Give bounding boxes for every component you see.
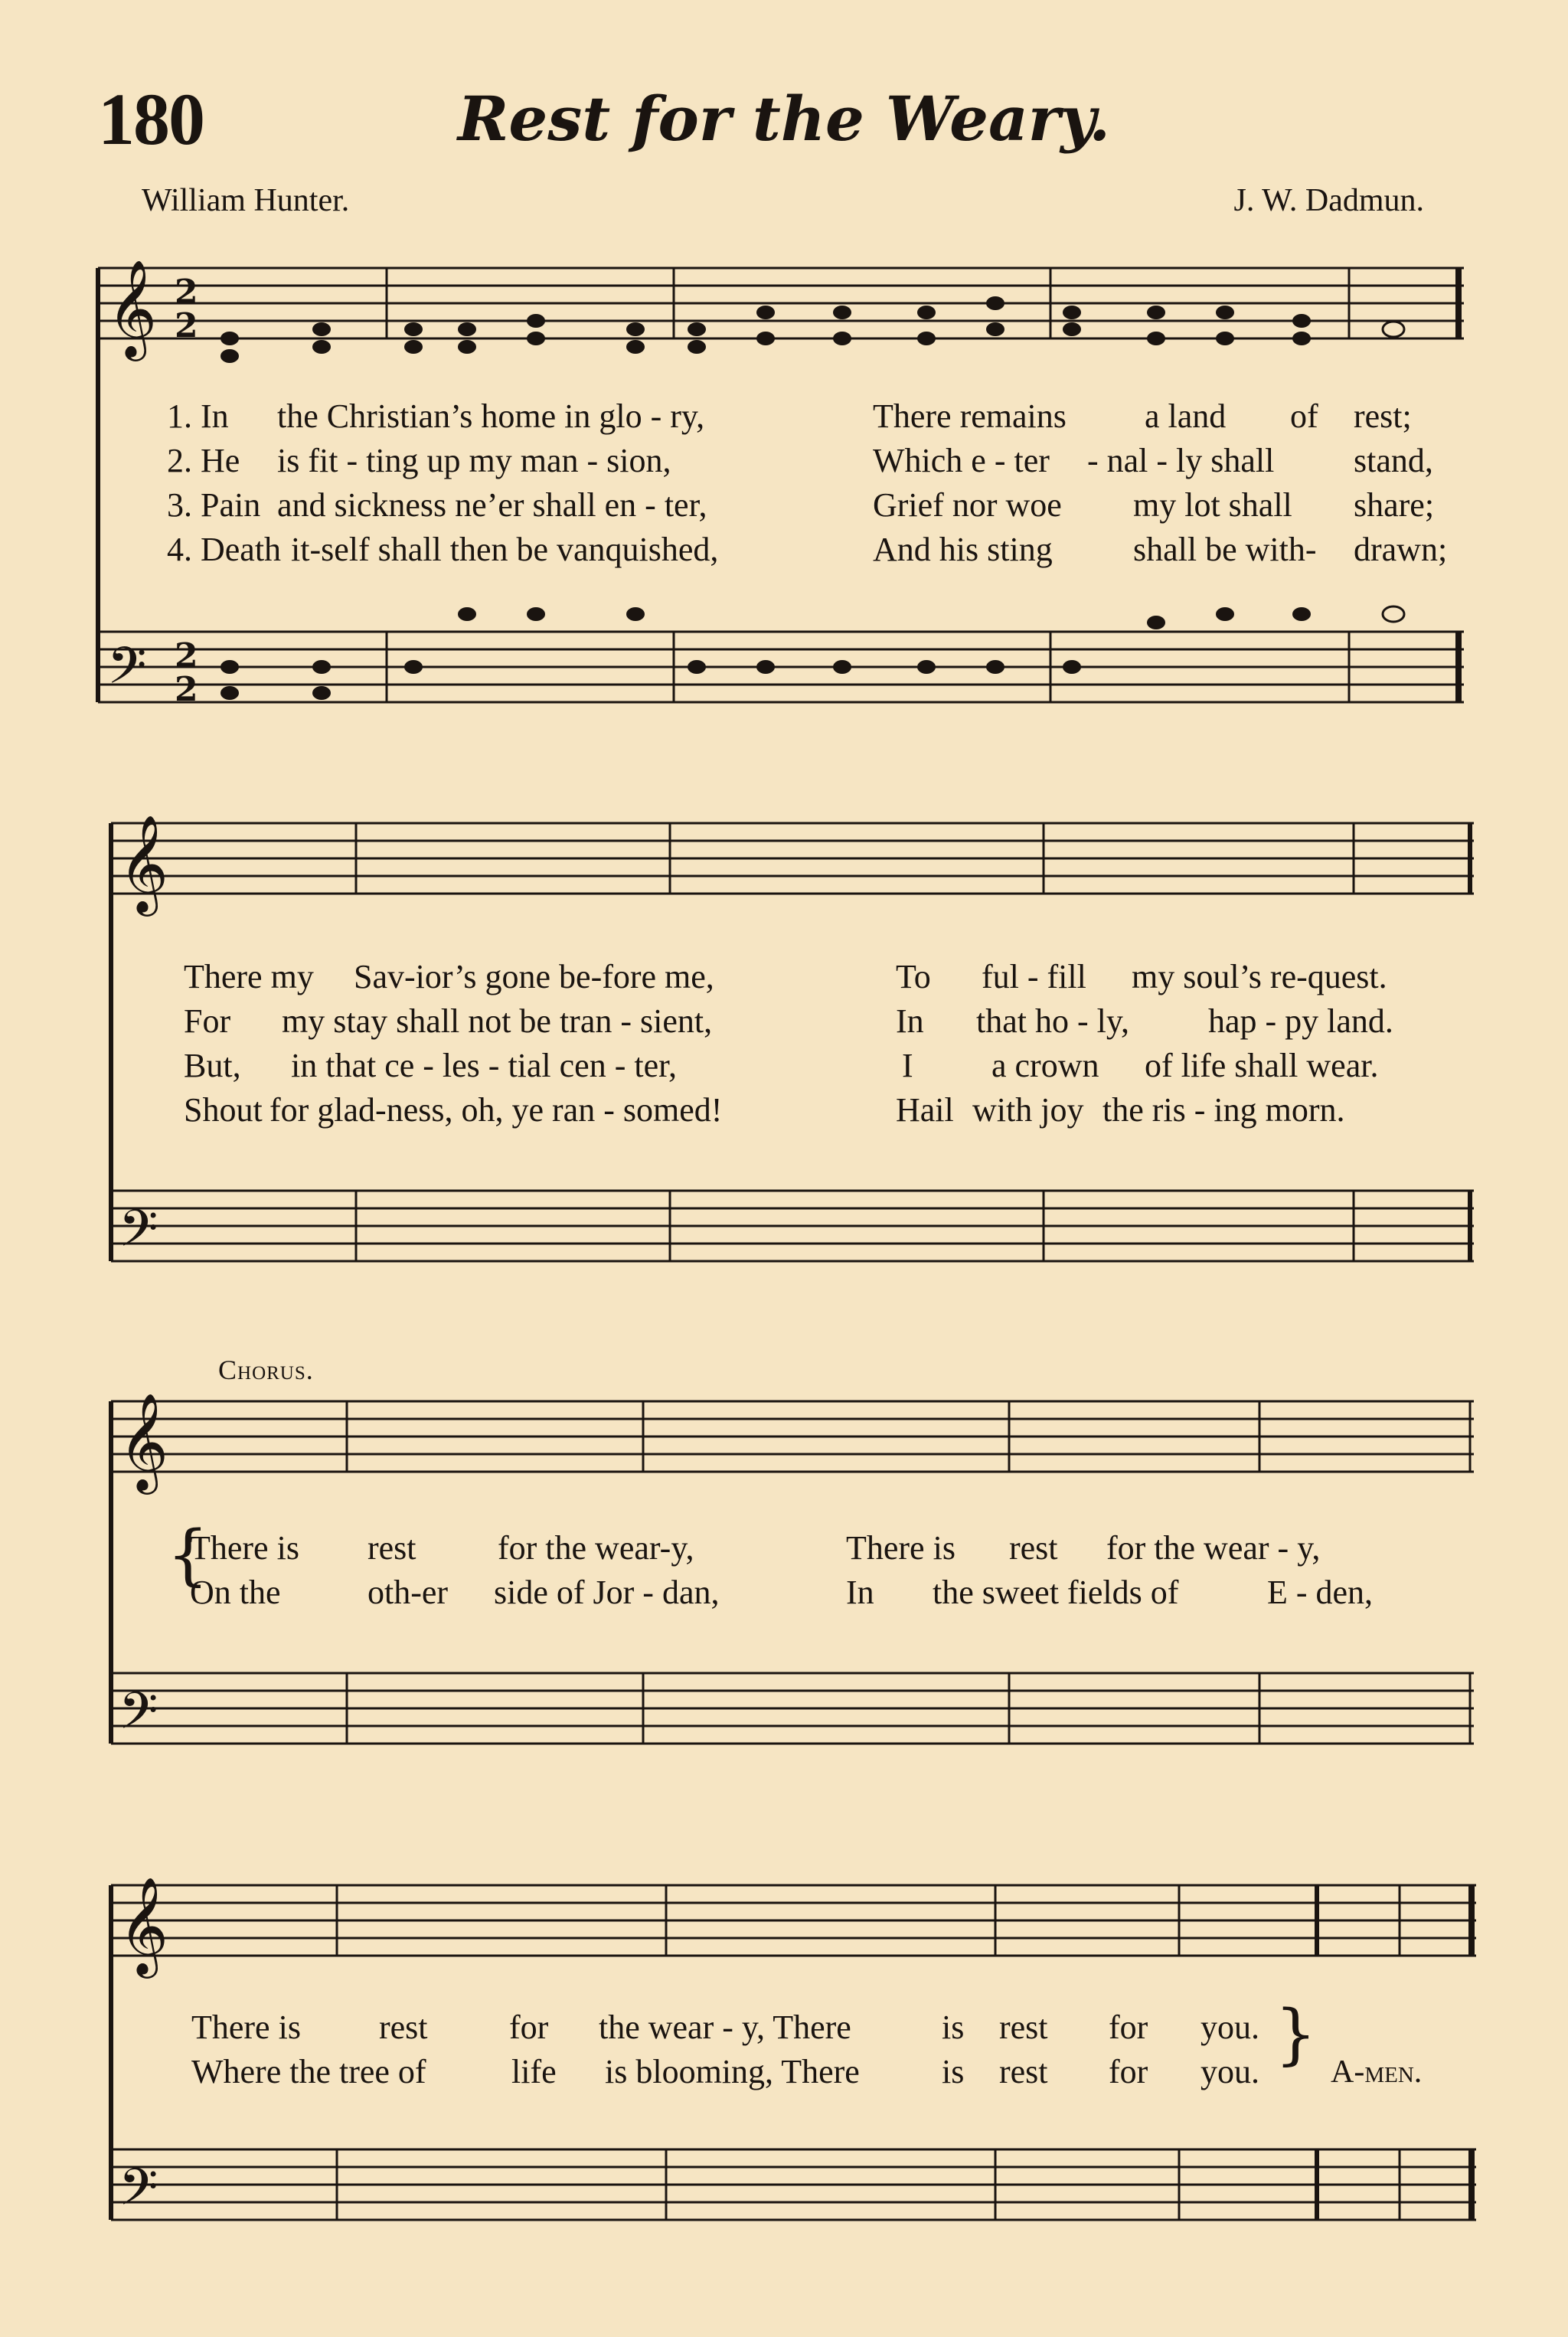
verse-line-6: For my stay shall not be tran - sient, In that ho - ly, hap - py land. (184, 1002, 1393, 1040)
hymn-number: 180 (98, 78, 204, 160)
verse-line-5: There my Sav-ior’s gone be-fore me, To ful - fill my soul’s re-quest. (184, 958, 1387, 995)
chorus-line-3: There is rest for the wear - y, There is rest for you. (191, 2009, 1259, 2046)
bass-clef-icon: 𝄢 (119, 1199, 158, 1270)
composer-credit: J. W. Dadmun. (1233, 183, 1424, 218)
verse-line-4: 4. Death it-self shall then be vanquished, And his sting shall be with- drawn; (167, 531, 1448, 568)
hymn-title: Rest for the Weary. (457, 83, 1111, 155)
chorus-brace: } (1275, 1996, 1317, 2073)
svg-text:2: 2 (175, 636, 198, 675)
chorus-label: Chorus. (218, 1355, 314, 1385)
verse-brace: { (167, 1517, 209, 1593)
svg-text:2: 2 (175, 306, 198, 345)
treble-clef-icon: 𝄞 (107, 259, 158, 357)
bass-clef-icon: 𝄢 (119, 1682, 158, 1753)
time-signature-icon: 2 (175, 273, 198, 312)
treble-staff-1 (98, 268, 1464, 338)
chorus-line-1: There is rest for the wear-y, There is rest for the wear - y, (190, 1529, 1321, 1567)
svg-text:2: 2 (175, 670, 198, 709)
verse-line-1: 1. In the Christian’s home in glo - ry, There remains a land of rest; (167, 397, 1412, 435)
treble-clef-icon: 𝄞 (119, 1876, 169, 1974)
bass-staff-3 (111, 1673, 1474, 1744)
treble-clef-icon: 𝄞 (119, 1392, 169, 1490)
bass-staff-2 (111, 1191, 1474, 1261)
verse-line-3: 3. Pain and sickness ne’er shall en - ter, Grief nor woe my lot shall share; (167, 486, 1435, 524)
verse-line-7: But, in that ce - les - tial cen - ter, I a crown of life shall wear. (184, 1047, 1379, 1084)
lyricist-credit: William Hunter. (142, 183, 350, 218)
verse-line-8: Shout for glad-ness, oh, ye ran - somed! Hail with joy the ris - ing morn. (184, 1091, 1345, 1129)
treble-staff-3 (111, 1401, 1474, 1472)
bass-clef-icon: 𝄢 (119, 2158, 158, 2229)
chorus-line-4: Where the tree of life is blooming, There is rest for you. (191, 2053, 1259, 2090)
treble-clef-icon: 𝄞 (119, 814, 169, 912)
amen-label: A-men. (1331, 2054, 1423, 2090)
treble-staff-2 (111, 823, 1474, 894)
verse-line-2: 2. He is fit - ting up my man - sion, Which e - ter - nal - ly shall stand, (167, 442, 1433, 479)
bass-staff-1 (98, 632, 1464, 702)
treble-staff-4 (111, 1885, 1476, 1956)
bass-staff-4 (111, 2149, 1476, 2220)
bass-clef-icon: 𝄢 (107, 636, 147, 708)
chorus-line-2: On the oth-er side of Jor - dan, In the sweet fields of E - den, (190, 1574, 1374, 1611)
